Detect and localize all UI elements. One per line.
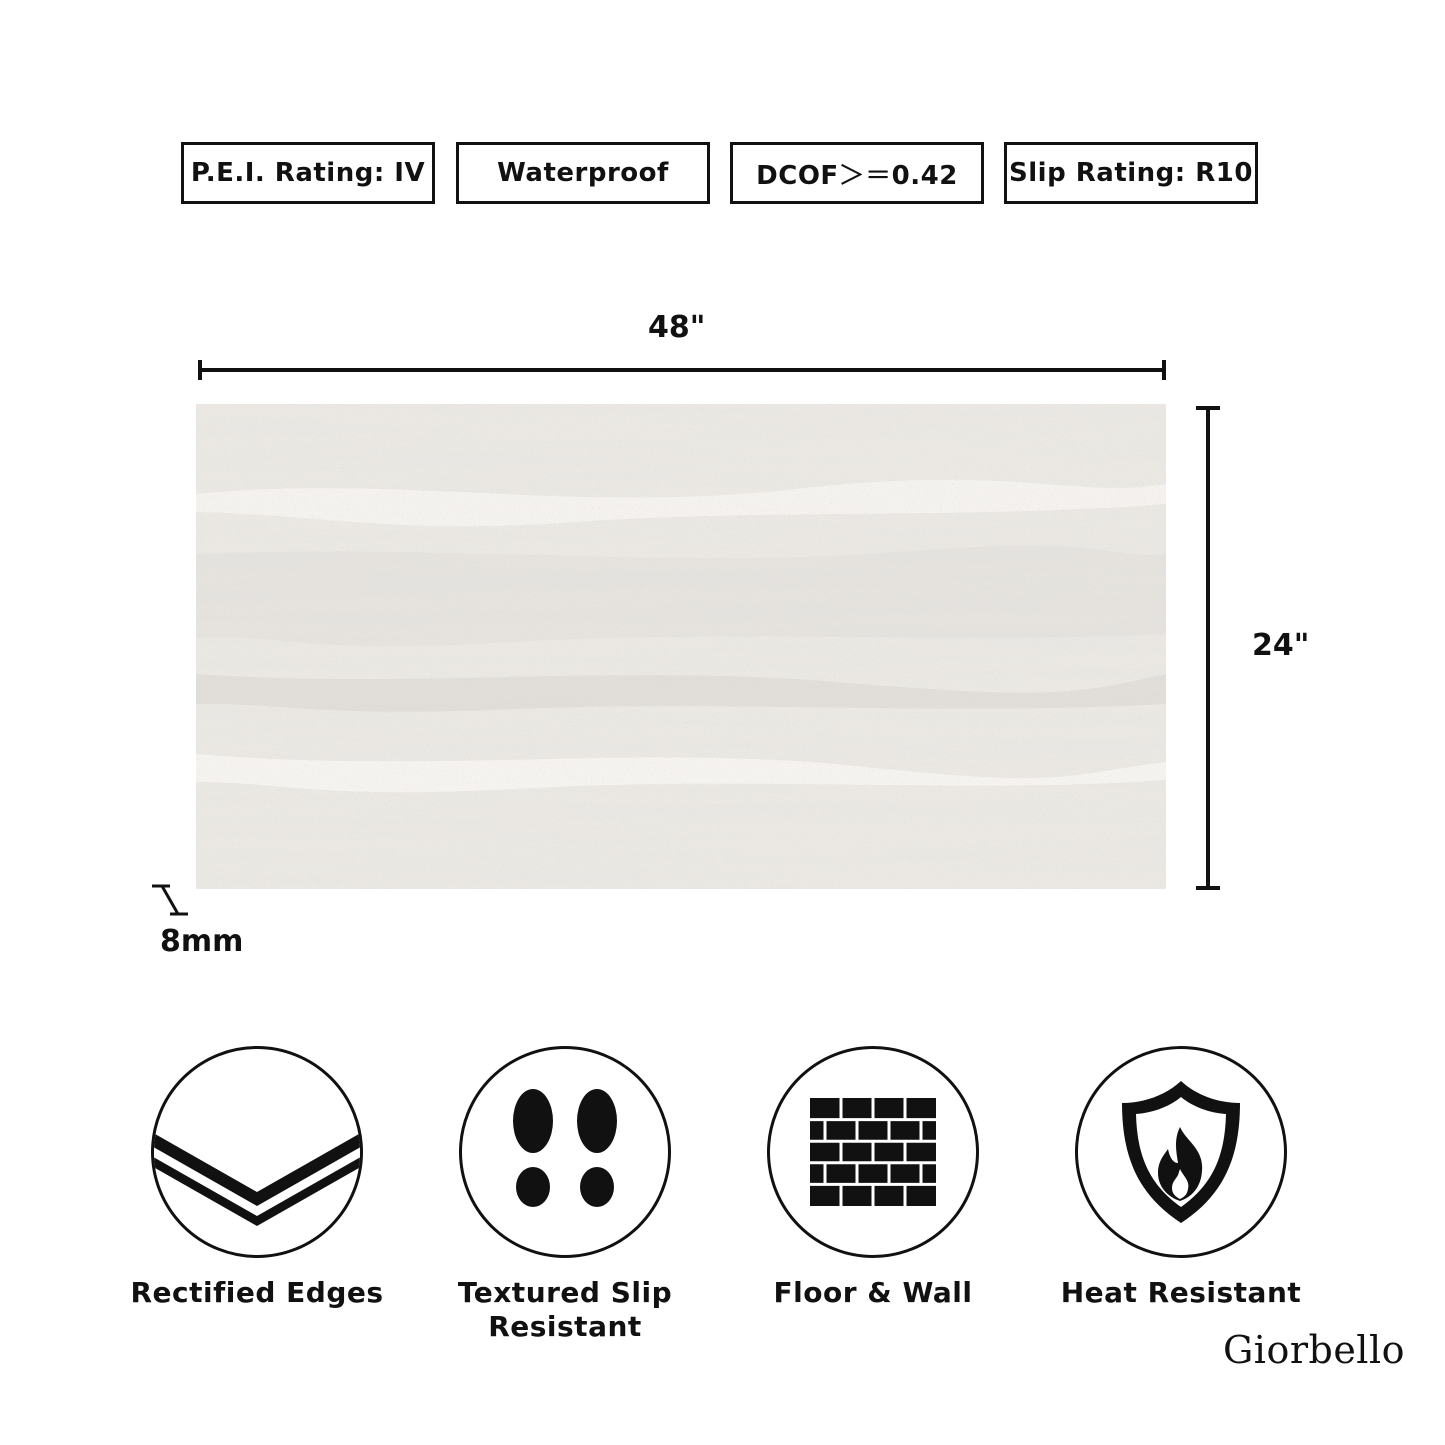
feature-heat-resistant-label: Heat Resistant bbox=[1060, 1276, 1302, 1309]
spec-waterproof bbox=[456, 142, 710, 204]
fire-shield-icon bbox=[1116, 1077, 1246, 1227]
height-dimension-line bbox=[1194, 404, 1224, 892]
feature-floor-wall bbox=[767, 1046, 979, 1258]
spec-dcof-label: DCOF＞＝0.42 bbox=[756, 160, 958, 191]
thickness-label: 8mm bbox=[160, 924, 244, 959]
rectified-edges-icon bbox=[151, 1046, 363, 1258]
feature-floor-wall-label: Floor & Wall bbox=[773, 1276, 973, 1309]
spec-pei-rating-label: P.E.I. Rating: IV bbox=[190, 158, 426, 188]
feature-rectified-edges bbox=[151, 1046, 363, 1258]
brick-wall-icon bbox=[810, 1098, 936, 1206]
footprints-icon bbox=[495, 1087, 635, 1217]
feature-heat-resistant bbox=[1075, 1046, 1287, 1258]
width-dimension-line bbox=[196, 358, 1170, 382]
spec-waterproof-label: Waterproof bbox=[497, 158, 669, 188]
thickness-indicator bbox=[148, 882, 194, 918]
feature-textured-slip-label-line2: Resistant bbox=[488, 1310, 642, 1343]
width-dimension-label: 48" bbox=[648, 310, 706, 345]
tile-image bbox=[196, 404, 1166, 889]
feature-rectified-edges-label: Rectified Edges bbox=[130, 1276, 384, 1309]
feature-textured-slip-label bbox=[415, 1276, 715, 1344]
spec-slip-rating bbox=[1004, 142, 1258, 204]
brand-logo-text: Giorbello bbox=[1222, 1328, 1405, 1372]
height-dimension-label: 24" bbox=[1252, 628, 1310, 663]
spec-dcof bbox=[730, 142, 984, 204]
spec-slip-rating-label: Slip Rating: R10 bbox=[1009, 158, 1253, 188]
feature-textured-slip bbox=[459, 1046, 671, 1258]
feature-textured-slip-label-line1: Textured Slip bbox=[457, 1276, 673, 1309]
spec-pei-rating bbox=[181, 142, 435, 204]
